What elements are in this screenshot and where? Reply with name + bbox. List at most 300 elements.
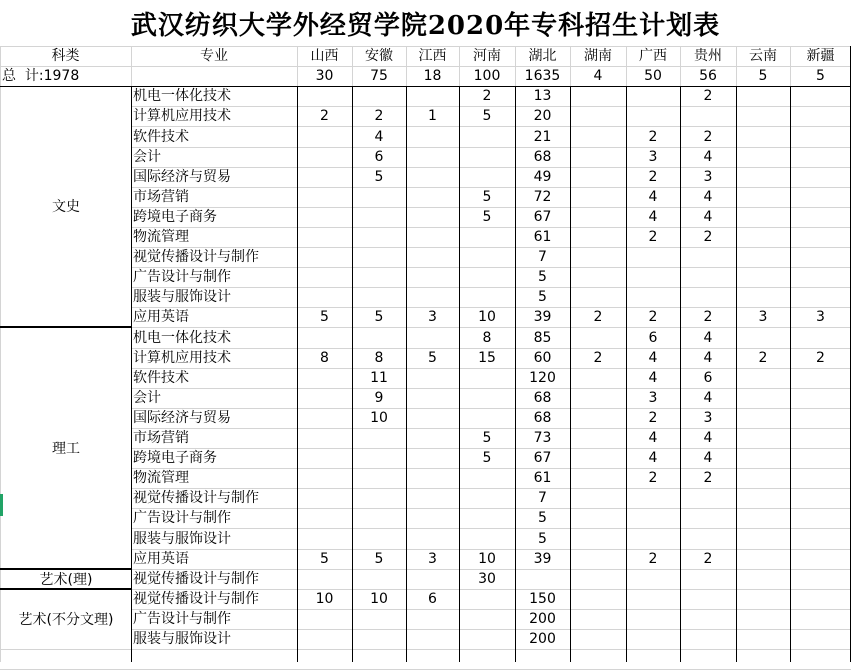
- value-cell[interactable]: [352, 86, 406, 106]
- major-cell[interactable]: 视觉传播设计与制作: [133, 571, 259, 587]
- value-cell[interactable]: [790, 468, 851, 488]
- value-cell[interactable]: [626, 589, 680, 609]
- value-cell[interactable]: 5: [482, 189, 492, 205]
- value-cell[interactable]: 2: [703, 229, 713, 245]
- value-cell[interactable]: [352, 448, 406, 468]
- value-cell[interactable]: [626, 86, 680, 106]
- value-cell[interactable]: [570, 106, 626, 126]
- value-cell[interactable]: 5: [374, 551, 384, 567]
- value-cell[interactable]: 49: [533, 169, 552, 185]
- value-cell[interactable]: 13: [533, 88, 552, 104]
- value-cell[interactable]: [570, 528, 626, 549]
- value-cell[interactable]: [297, 227, 352, 247]
- value-cell[interactable]: [352, 207, 406, 227]
- value-cell[interactable]: [459, 368, 515, 388]
- value-cell[interactable]: 4: [648, 370, 658, 386]
- value-cell[interactable]: [459, 629, 515, 649]
- value-cell[interactable]: [626, 247, 680, 267]
- major-cell[interactable]: 广告设计与制作: [133, 510, 231, 526]
- value-cell[interactable]: [680, 106, 736, 126]
- major-cell[interactable]: 视觉传播设计与制作: [133, 591, 259, 607]
- value-cell[interactable]: [459, 388, 515, 408]
- value-cell[interactable]: [570, 327, 626, 348]
- value-cell[interactable]: [680, 267, 736, 287]
- major-cell[interactable]: 应用英语: [133, 309, 189, 325]
- value-cell[interactable]: [680, 247, 736, 267]
- value-cell[interactable]: 5: [482, 209, 492, 225]
- value-cell[interactable]: 4: [703, 209, 713, 225]
- value-cell[interactable]: 11: [370, 370, 388, 386]
- value-cell[interactable]: [459, 508, 515, 528]
- value-cell[interactable]: 2: [758, 350, 768, 366]
- value-cell[interactable]: 6: [428, 591, 437, 607]
- value-cell[interactable]: [790, 227, 851, 247]
- value-cell[interactable]: [406, 167, 459, 187]
- value-cell[interactable]: 2: [703, 470, 713, 486]
- value-cell[interactable]: [352, 629, 406, 649]
- value-cell[interactable]: 61: [533, 229, 552, 245]
- value-cell[interactable]: 1: [428, 108, 437, 124]
- value-cell[interactable]: 2: [374, 108, 384, 124]
- value-cell[interactable]: [790, 408, 851, 428]
- value-cell[interactable]: [459, 267, 515, 287]
- value-cell[interactable]: [406, 508, 459, 528]
- value-cell[interactable]: [736, 287, 790, 307]
- value-cell[interactable]: 10: [315, 591, 334, 607]
- value-cell[interactable]: 2: [648, 229, 658, 245]
- value-cell[interactable]: [626, 609, 680, 629]
- value-cell[interactable]: 4: [648, 209, 658, 225]
- value-cell[interactable]: [406, 147, 459, 167]
- value-cell[interactable]: [352, 569, 406, 589]
- value-cell[interactable]: [790, 549, 851, 569]
- value-cell[interactable]: 4: [648, 189, 658, 205]
- major-cell[interactable]: 市场营销: [133, 189, 189, 205]
- major-cell[interactable]: 软件技术: [133, 128, 189, 145]
- value-cell[interactable]: [297, 126, 352, 147]
- total-label[interactable]: 总 计:1978: [2, 68, 80, 84]
- value-cell[interactable]: 5: [482, 450, 492, 466]
- value-cell[interactable]: [570, 428, 626, 448]
- major-cell[interactable]: 广告设计与制作: [133, 269, 231, 285]
- value-cell[interactable]: [297, 448, 352, 468]
- sheet-title[interactable]: 武汉纺织大学外经贸学院2020年专科招生计划表: [130, 10, 721, 41]
- value-cell[interactable]: 15: [478, 350, 496, 366]
- major-cell[interactable]: 服装与服饰设计: [133, 631, 231, 647]
- value-cell[interactable]: [570, 589, 626, 609]
- value-cell[interactable]: [352, 488, 406, 508]
- value-cell[interactable]: [790, 508, 851, 528]
- header-province[interactable]: 河南: [473, 48, 501, 64]
- value-cell[interactable]: 2: [648, 128, 658, 145]
- total-value[interactable]: 4: [593, 68, 603, 84]
- major-cell[interactable]: 视觉传播设计与制作: [133, 490, 259, 506]
- value-cell[interactable]: 2: [593, 309, 603, 325]
- value-cell[interactable]: 3: [428, 309, 437, 325]
- value-cell[interactable]: [736, 569, 790, 589]
- value-cell[interactable]: [790, 448, 851, 468]
- value-cell[interactable]: [459, 488, 515, 508]
- value-cell[interactable]: [570, 368, 626, 388]
- value-cell[interactable]: [570, 448, 626, 468]
- value-cell[interactable]: [790, 428, 851, 448]
- category-cell[interactable]: 艺术(理): [1, 570, 131, 589]
- value-cell[interactable]: [736, 368, 790, 388]
- value-cell[interactable]: [297, 147, 352, 167]
- value-cell[interactable]: [790, 86, 851, 106]
- value-cell[interactable]: [297, 528, 352, 549]
- value-cell[interactable]: [297, 187, 352, 207]
- value-cell[interactable]: [297, 327, 352, 348]
- value-cell[interactable]: 10: [370, 591, 388, 607]
- value-cell[interactable]: [406, 408, 459, 428]
- value-cell[interactable]: [790, 207, 851, 227]
- value-cell[interactable]: 6: [703, 370, 713, 386]
- value-cell[interactable]: 2: [703, 309, 713, 325]
- value-cell[interactable]: 5: [374, 169, 384, 185]
- value-cell[interactable]: [406, 569, 459, 589]
- value-cell[interactable]: [736, 629, 790, 649]
- value-cell[interactable]: [570, 468, 626, 488]
- value-cell[interactable]: [406, 126, 459, 147]
- value-cell[interactable]: [406, 287, 459, 307]
- value-cell[interactable]: 3: [703, 410, 713, 426]
- major-cell[interactable]: 国际经济与贸易: [133, 169, 231, 185]
- value-cell[interactable]: [459, 609, 515, 629]
- value-cell[interactable]: [459, 147, 515, 167]
- major-cell[interactable]: 物流管理: [133, 470, 189, 486]
- value-cell[interactable]: [736, 528, 790, 549]
- value-cell[interactable]: 85: [533, 329, 552, 346]
- value-cell[interactable]: [790, 629, 851, 649]
- value-cell[interactable]: [297, 207, 352, 227]
- value-cell[interactable]: [680, 629, 736, 649]
- value-cell[interactable]: 2: [648, 309, 658, 325]
- value-cell[interactable]: [352, 227, 406, 247]
- value-cell[interactable]: 200: [529, 611, 556, 627]
- value-cell[interactable]: 4: [648, 350, 658, 366]
- value-cell[interactable]: [297, 428, 352, 448]
- value-cell[interactable]: [570, 408, 626, 428]
- value-cell[interactable]: [459, 468, 515, 488]
- value-cell[interactable]: [626, 528, 680, 549]
- major-cell[interactable]: 服装与服饰设计: [133, 530, 231, 547]
- value-cell[interactable]: 5: [374, 309, 384, 325]
- value-cell[interactable]: [406, 368, 459, 388]
- value-cell[interactable]: 67: [533, 450, 552, 466]
- value-cell[interactable]: [406, 468, 459, 488]
- value-cell[interactable]: [352, 267, 406, 287]
- value-cell[interactable]: 2: [593, 350, 603, 366]
- value-cell[interactable]: [406, 187, 459, 207]
- value-cell[interactable]: 3: [648, 149, 658, 165]
- value-cell[interactable]: [626, 508, 680, 528]
- value-cell[interactable]: [570, 629, 626, 649]
- major-cell[interactable]: 会计: [133, 390, 161, 406]
- value-cell[interactable]: [297, 569, 352, 589]
- value-cell[interactable]: [297, 167, 352, 187]
- value-cell[interactable]: [680, 589, 736, 609]
- value-cell[interactable]: [790, 327, 851, 348]
- value-cell[interactable]: [297, 247, 352, 267]
- value-cell[interactable]: 6: [648, 329, 658, 346]
- total-value[interactable]: 75: [370, 68, 388, 84]
- value-cell[interactable]: [790, 106, 851, 126]
- value-cell[interactable]: 20: [533, 108, 552, 124]
- value-cell[interactable]: [790, 187, 851, 207]
- value-cell[interactable]: [680, 287, 736, 307]
- value-cell[interactable]: [790, 589, 851, 609]
- value-cell[interactable]: [570, 126, 626, 147]
- major-cell[interactable]: 会计: [133, 149, 161, 165]
- value-cell[interactable]: [515, 569, 570, 589]
- value-cell[interactable]: [570, 287, 626, 307]
- value-cell[interactable]: [406, 86, 459, 106]
- value-cell[interactable]: 4: [648, 430, 658, 446]
- value-cell[interactable]: [626, 267, 680, 287]
- major-cell[interactable]: 国际经济与贸易: [133, 410, 231, 426]
- value-cell[interactable]: [626, 488, 680, 508]
- value-cell[interactable]: [790, 488, 851, 508]
- value-cell[interactable]: 2: [816, 350, 825, 366]
- major-cell[interactable]: 服装与服饰设计: [133, 289, 231, 305]
- value-cell[interactable]: [736, 126, 790, 147]
- value-cell[interactable]: [352, 287, 406, 307]
- header-province[interactable]: 云南: [749, 48, 777, 64]
- value-cell[interactable]: 4: [703, 189, 713, 205]
- value-cell[interactable]: 73: [533, 430, 552, 446]
- value-cell[interactable]: [406, 267, 459, 287]
- value-cell[interactable]: 7: [538, 490, 547, 506]
- value-cell[interactable]: 68: [533, 149, 552, 165]
- value-cell[interactable]: [570, 609, 626, 629]
- value-cell[interactable]: 5: [320, 309, 329, 325]
- value-cell[interactable]: [570, 388, 626, 408]
- value-cell[interactable]: 67: [533, 209, 552, 225]
- value-cell[interactable]: 4: [648, 450, 658, 466]
- value-cell[interactable]: [790, 267, 851, 287]
- value-cell[interactable]: 2: [482, 88, 492, 104]
- value-cell[interactable]: [406, 327, 459, 348]
- value-cell[interactable]: [297, 488, 352, 508]
- major-cell[interactable]: 物流管理: [133, 229, 189, 245]
- value-cell[interactable]: [352, 187, 406, 207]
- value-cell[interactable]: [790, 147, 851, 167]
- value-cell[interactable]: 5: [320, 551, 329, 567]
- value-cell[interactable]: [297, 609, 352, 629]
- value-cell[interactable]: [459, 167, 515, 187]
- value-cell[interactable]: 4: [703, 450, 713, 466]
- value-cell[interactable]: 3: [703, 169, 713, 185]
- category-cell[interactable]: 艺术(不分文理): [1, 590, 131, 649]
- major-cell[interactable]: 视觉传播设计与制作: [133, 249, 259, 265]
- header-province[interactable]: 湖北: [528, 48, 557, 64]
- value-cell[interactable]: [570, 147, 626, 167]
- category-cell[interactable]: 理工: [1, 328, 131, 569]
- total-value[interactable]: 1635: [524, 68, 561, 84]
- value-cell[interactable]: 5: [482, 108, 492, 124]
- value-cell[interactable]: [297, 408, 352, 428]
- value-cell[interactable]: [406, 609, 459, 629]
- value-cell[interactable]: [570, 187, 626, 207]
- value-cell[interactable]: [680, 488, 736, 508]
- value-cell[interactable]: 4: [703, 430, 713, 446]
- value-cell[interactable]: 5: [538, 510, 547, 526]
- value-cell[interactable]: 2: [648, 470, 658, 486]
- header-province[interactable]: 安徽: [365, 48, 393, 64]
- major-cell[interactable]: 机电一体化技术: [133, 88, 231, 104]
- value-cell[interactable]: 120: [529, 370, 556, 386]
- value-cell[interactable]: 2: [648, 410, 658, 426]
- value-cell[interactable]: [790, 569, 851, 589]
- value-cell[interactable]: [736, 549, 790, 569]
- value-cell[interactable]: [736, 227, 790, 247]
- value-cell[interactable]: 10: [370, 410, 388, 426]
- value-cell[interactable]: [736, 167, 790, 187]
- value-cell[interactable]: [459, 247, 515, 267]
- value-cell[interactable]: [790, 287, 851, 307]
- value-cell[interactable]: 5: [538, 289, 547, 305]
- value-cell[interactable]: 3: [758, 309, 768, 325]
- value-cell[interactable]: 39: [533, 551, 552, 567]
- major-cell[interactable]: 广告设计与制作: [133, 611, 231, 627]
- value-cell[interactable]: [297, 267, 352, 287]
- value-cell[interactable]: [406, 448, 459, 468]
- value-cell[interactable]: [736, 106, 790, 126]
- value-cell[interactable]: [680, 508, 736, 528]
- value-cell[interactable]: [736, 589, 790, 609]
- value-cell[interactable]: [736, 448, 790, 468]
- value-cell[interactable]: 3: [428, 551, 437, 567]
- value-cell[interactable]: 3: [816, 309, 825, 325]
- value-cell[interactable]: [736, 609, 790, 629]
- total-value[interactable]: 5: [816, 68, 825, 84]
- value-cell[interactable]: 9: [374, 390, 384, 406]
- value-cell[interactable]: [790, 388, 851, 408]
- value-cell[interactable]: [570, 569, 626, 589]
- value-cell[interactable]: [352, 468, 406, 488]
- value-cell[interactable]: [297, 468, 352, 488]
- value-cell[interactable]: 5: [482, 430, 492, 446]
- value-cell[interactable]: [570, 207, 626, 227]
- value-cell[interactable]: [406, 629, 459, 649]
- value-cell[interactable]: [352, 528, 406, 549]
- value-cell[interactable]: [570, 488, 626, 508]
- value-cell[interactable]: [790, 609, 851, 629]
- header-province[interactable]: 江西: [418, 48, 447, 64]
- value-cell[interactable]: [736, 428, 790, 448]
- value-cell[interactable]: 4: [374, 128, 384, 145]
- value-cell[interactable]: [297, 629, 352, 649]
- header-category[interactable]: 科类: [51, 48, 80, 64]
- value-cell[interactable]: 5: [538, 269, 547, 285]
- value-cell[interactable]: [459, 227, 515, 247]
- total-value[interactable]: 30: [315, 68, 334, 84]
- value-cell[interactable]: [790, 368, 851, 388]
- value-cell[interactable]: 8: [320, 350, 329, 366]
- value-cell[interactable]: 4: [703, 390, 713, 406]
- value-cell[interactable]: [352, 247, 406, 267]
- value-cell[interactable]: 200: [529, 631, 556, 647]
- value-cell[interactable]: [736, 147, 790, 167]
- header-province[interactable]: 湖南: [584, 48, 612, 64]
- value-cell[interactable]: [736, 388, 790, 408]
- header-province[interactable]: 广西: [639, 48, 667, 64]
- value-cell[interactable]: [736, 207, 790, 227]
- value-cell[interactable]: [736, 488, 790, 508]
- value-cell[interactable]: 7: [538, 249, 547, 265]
- value-cell[interactable]: [570, 267, 626, 287]
- total-value[interactable]: 18: [423, 68, 442, 84]
- major-cell[interactable]: 计算机应用技术: [133, 350, 231, 366]
- value-cell[interactable]: [680, 528, 736, 549]
- value-cell[interactable]: [406, 428, 459, 448]
- value-cell[interactable]: [790, 247, 851, 267]
- value-cell[interactable]: [297, 287, 352, 307]
- value-cell[interactable]: [626, 287, 680, 307]
- value-cell[interactable]: 5: [428, 350, 437, 366]
- total-value[interactable]: 50: [644, 68, 662, 84]
- value-cell[interactable]: [570, 227, 626, 247]
- value-cell[interactable]: 39: [533, 309, 552, 325]
- value-cell[interactable]: [736, 267, 790, 287]
- value-cell[interactable]: [790, 528, 851, 549]
- value-cell[interactable]: [297, 508, 352, 528]
- value-cell[interactable]: 2: [703, 88, 713, 104]
- value-cell[interactable]: 8: [374, 350, 384, 366]
- value-cell[interactable]: [736, 247, 790, 267]
- value-cell[interactable]: [736, 408, 790, 428]
- header-major[interactable]: 专业: [200, 48, 228, 64]
- value-cell[interactable]: 4: [703, 149, 713, 165]
- value-cell[interactable]: 150: [529, 591, 556, 607]
- header-province[interactable]: 山西: [310, 48, 339, 64]
- header-province[interactable]: 贵州: [694, 48, 722, 64]
- value-cell[interactable]: [570, 247, 626, 267]
- total-value[interactable]: 5: [758, 68, 768, 84]
- value-cell[interactable]: [352, 428, 406, 448]
- value-cell[interactable]: [680, 609, 736, 629]
- category-cell[interactable]: 文史: [1, 87, 131, 327]
- value-cell[interactable]: 10: [478, 551, 496, 567]
- value-cell[interactable]: 8: [482, 329, 492, 346]
- value-cell[interactable]: 10: [478, 309, 496, 325]
- value-cell[interactable]: [626, 569, 680, 589]
- value-cell[interactable]: [352, 609, 406, 629]
- value-cell[interactable]: [406, 488, 459, 508]
- major-cell[interactable]: 计算机应用技术: [133, 108, 231, 124]
- value-cell[interactable]: [626, 629, 680, 649]
- value-cell[interactable]: 3: [648, 390, 658, 406]
- value-cell[interactable]: [736, 327, 790, 348]
- value-cell[interactable]: 2: [648, 551, 658, 567]
- value-cell[interactable]: 5: [538, 530, 547, 547]
- value-cell[interactable]: [459, 408, 515, 428]
- value-cell[interactable]: [736, 86, 790, 106]
- major-cell[interactable]: 跨境电子商务: [133, 450, 217, 466]
- total-value[interactable]: 100: [473, 68, 501, 84]
- value-cell[interactable]: 2: [703, 551, 713, 567]
- value-cell[interactable]: 21: [533, 128, 552, 145]
- value-cell[interactable]: [406, 207, 459, 227]
- value-cell[interactable]: [406, 528, 459, 549]
- value-cell[interactable]: [297, 368, 352, 388]
- value-cell[interactable]: 60: [533, 350, 552, 366]
- value-cell[interactable]: 2: [703, 128, 713, 145]
- value-cell[interactable]: [736, 508, 790, 528]
- value-cell[interactable]: [680, 569, 736, 589]
- value-cell[interactable]: [406, 388, 459, 408]
